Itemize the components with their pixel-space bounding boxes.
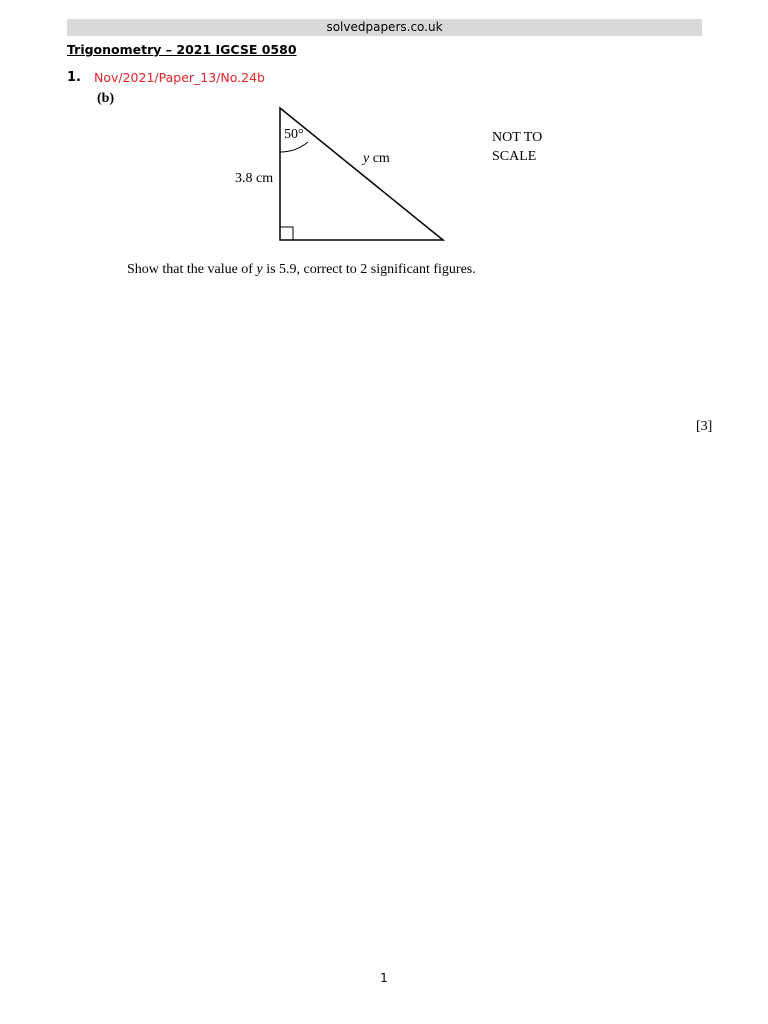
question-part-label: (b) — [97, 91, 115, 106]
question-number: 1. — [67, 70, 81, 85]
marks-label: [3] — [696, 419, 713, 434]
not-to-scale-note — [492, 128, 572, 166]
question-prompt — [127, 262, 476, 278]
hypotenuse-unit: cm — [372, 151, 390, 166]
site-name: solvedpapers.co.uk — [326, 20, 443, 34]
right-triangle — [280, 108, 443, 240]
hypotenuse-variable: y — [363, 151, 370, 166]
prompt-after: is 5.9, correct to 2 significant figures. — [262, 262, 476, 277]
prompt-variable: y — [256, 262, 263, 277]
angle-label: 50° — [284, 127, 304, 142]
not-to-scale-line1: NOT TO — [492, 130, 543, 145]
side-length-label: 3.8 cm — [235, 171, 274, 186]
question-reference: Nov/2021/Paper_13/No.24b — [94, 70, 265, 85]
hypotenuse-label — [363, 151, 390, 167]
not-to-scale-line2: SCALE — [492, 149, 537, 164]
prompt-before: Show that the value of — [127, 262, 257, 277]
page-number: 1 — [380, 971, 388, 985]
document-title: Trigonometry – 2021 IGCSE 0580 — [67, 42, 297, 57]
right-angle-marker — [280, 227, 293, 240]
angle-arc — [280, 142, 308, 152]
